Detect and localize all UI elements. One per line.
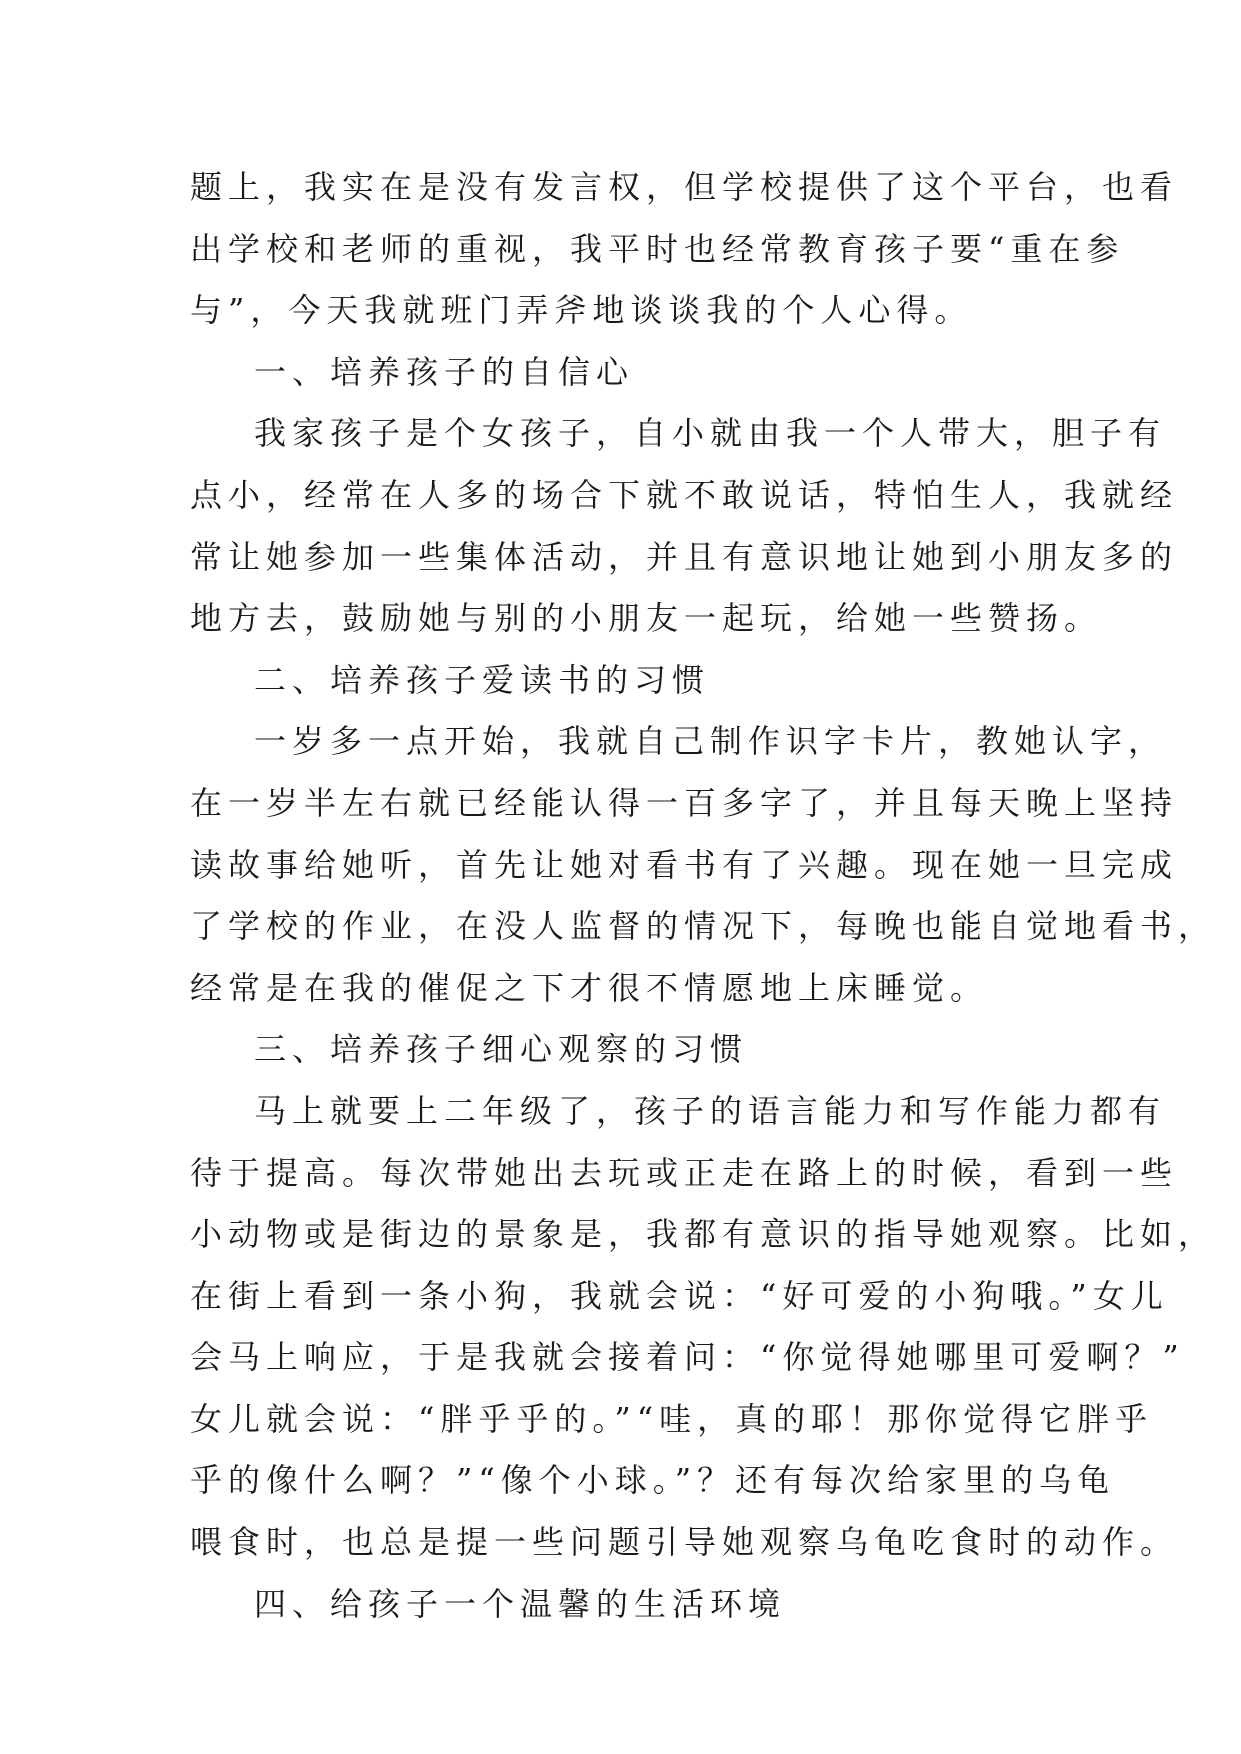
body-text-line: 马上就要上二年级了，孩子的语言能力和写作能力都有	[254, 1091, 1167, 1130]
body-text-line: 在街上看到一条小狗，我就会说：“好可爱的小狗哦。”女儿	[190, 1276, 1169, 1315]
body-text-line: 乎的像什么啊？”“像个小球。”？还有每次给家里的乌龟	[190, 1461, 1116, 1500]
section-heading: 四、给孩子一个温馨的生活环境	[254, 1584, 787, 1623]
body-text-line: 小动物或是街边的景象是，我都有意识的指导她观察。比如，	[190, 1215, 1217, 1254]
section-heading: 一、培养孩子的自信心	[254, 352, 635, 391]
body-text-line: 点小，经常在人多的场合下就不敢说话，特怕生人，我就经	[190, 475, 1179, 514]
body-text-line: 题上，我实在是没有发言权，但学校提供了这个平台，也看	[190, 168, 1179, 206]
body-text-line: 经常是在我的催促之下才很不情愿地上床睡觉。	[190, 968, 989, 1007]
body-text-line: 女儿就会说：“胖乎乎的。”“哇，真的耶！那你觉得它胖乎	[190, 1399, 1154, 1438]
body-text-line: 在一岁半左右就已经能认得一百多字了，并且每天晚上坚持	[190, 783, 1179, 822]
section-heading: 三、培养孩子细心观察的习惯	[254, 1030, 749, 1069]
body-text-line: 读故事给她听，首先让她对看书有了兴趣。现在她一旦完成	[190, 845, 1179, 884]
body-text-line: 与”，今天我就班门弄斧地谈谈我的个人心得。	[190, 291, 973, 330]
body-text-line: 会马上响应，于是我就会接着问：“你觉得她哪里可爱啊？”	[190, 1338, 1185, 1377]
body-text-line: 待于提高。每次带她出去玩或正走在路上的时候，看到一些	[190, 1153, 1179, 1192]
body-text-line: 地方去，鼓励她与别的小朋友一起玩，给她一些赞扬。	[190, 599, 1103, 638]
body-text-line: 我家孩子是个女孩子，自小就由我一个人带大，胆子有	[254, 414, 1167, 453]
body-text-line: 了学校的作业，在没人监督的情况下，每晚也能自觉地看书，	[190, 907, 1217, 946]
body-text-line: 常让她参加一些集体活动，并且有意识地让她到小朋友多的	[190, 537, 1179, 576]
body-text-line: 喂食时，也总是提一些问题引导她观察乌龟吃食时的动作。	[190, 1523, 1179, 1562]
body-text-line: 一岁多一点开始，我就自己制作识字卡片，教她认字，	[254, 722, 1167, 761]
body-text-line: 出学校和老师的重视，我平时也经常教育孩子要“重在参	[190, 229, 1125, 268]
section-heading: 二、培养孩子爱读书的习惯	[254, 660, 711, 699]
document-body	[190, 157, 1217, 1635]
